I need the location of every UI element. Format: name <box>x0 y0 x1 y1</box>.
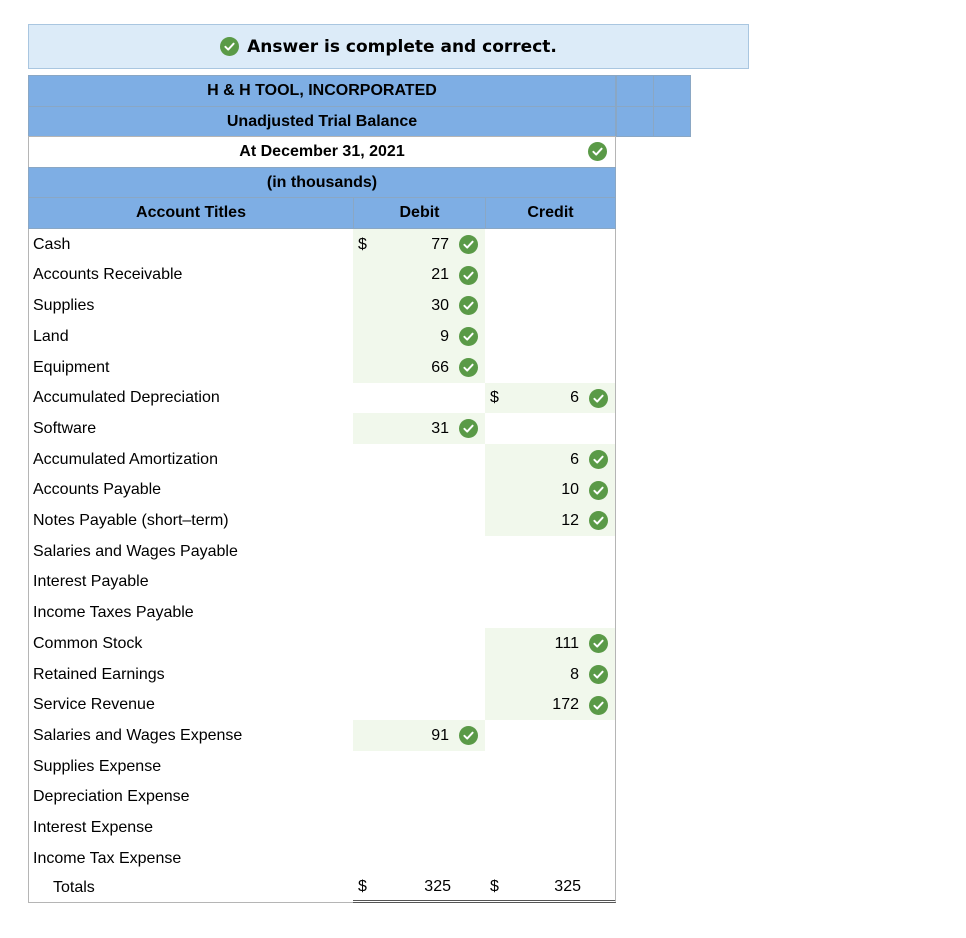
banner-text: Answer is complete and correct. <box>247 36 557 57</box>
credit-total[interactable] <box>485 874 616 903</box>
amount-value: 6 <box>570 389 579 406</box>
account-title: Accounts Payable <box>28 475 354 506</box>
amount-value: 172 <box>552 696 579 713</box>
debit-input[interactable] <box>353 413 486 445</box>
debit-input[interactable] <box>353 229 486 261</box>
credit-input[interactable] <box>485 536 616 568</box>
account-title: Supplies Expense <box>28 751 354 783</box>
totals-label: Totals <box>28 874 354 903</box>
amount-value: 31 <box>431 419 449 437</box>
amount-value: 91 <box>431 726 449 744</box>
statement-title: Unadjusted Trial Balance <box>28 106 616 137</box>
amount-value: 9 <box>440 327 449 345</box>
account-title: Cash <box>28 229 354 261</box>
account-title: Accumulated Amortization <box>28 444 354 476</box>
credit-input[interactable] <box>485 628 616 660</box>
debit-input[interactable] <box>353 751 486 783</box>
amount-value: 66 <box>431 358 449 376</box>
account-title: Service Revenue <box>28 690 354 721</box>
credit-input[interactable] <box>485 352 616 384</box>
credit-input[interactable] <box>485 782 616 813</box>
credit-input[interactable] <box>485 475 616 506</box>
account-title: Equipment <box>28 352 354 384</box>
debit-input[interactable] <box>353 444 486 476</box>
debit-input[interactable] <box>353 659 486 691</box>
check-circle-icon <box>459 235 478 254</box>
account-title: Interest Payable <box>28 567 354 598</box>
side-cell <box>616 75 654 107</box>
company-name: H & H TOOL, INCORPORATED <box>28 75 616 107</box>
account-title: Common Stock <box>28 628 354 660</box>
amount-value: 30 <box>431 296 449 314</box>
credit-input[interactable] <box>485 567 616 598</box>
dollar-sign: $ <box>358 878 367 895</box>
debit-total[interactable] <box>353 874 486 903</box>
col-credit: Credit <box>485 197 616 229</box>
account-title: Notes Payable (short–term) <box>28 505 354 537</box>
amount-value: 325 <box>554 878 581 895</box>
credit-input[interactable] <box>485 321 616 353</box>
debit-input[interactable] <box>353 260 486 291</box>
credit-input[interactable] <box>485 383 616 414</box>
check-circle-icon <box>589 696 608 715</box>
check-circle-icon <box>589 511 608 530</box>
statement-date-text: At December 31, 2021 <box>239 143 405 160</box>
credit-input[interactable] <box>485 597 616 629</box>
account-title: Retained Earnings <box>28 659 354 691</box>
check-circle-icon <box>459 358 478 377</box>
debit-input[interactable] <box>353 597 486 629</box>
amount-value: 12 <box>561 511 579 529</box>
credit-input[interactable] <box>485 413 616 445</box>
amount-value: 8 <box>570 665 579 683</box>
debit-input[interactable] <box>353 690 486 721</box>
col-account-titles: Account Titles <box>28 197 354 229</box>
account-title: Interest Expense <box>28 812 354 844</box>
side-cell <box>653 106 691 137</box>
credit-input[interactable] <box>485 505 616 537</box>
debit-input[interactable] <box>353 383 486 414</box>
check-circle-icon <box>589 389 608 408</box>
amount-value: 111 <box>554 634 579 652</box>
statement-date <box>28 136 616 168</box>
credit-input[interactable] <box>485 843 616 875</box>
col-debit: Debit <box>353 197 486 229</box>
debit-input[interactable] <box>353 321 486 353</box>
account-title: Depreciation Expense <box>28 782 354 813</box>
check-circle-icon <box>588 142 607 161</box>
account-title: Income Taxes Payable <box>28 597 354 629</box>
credit-input[interactable] <box>485 260 616 291</box>
account-title: Income Tax Expense <box>28 843 354 875</box>
debit-input[interactable] <box>353 505 486 537</box>
account-title: Supplies <box>28 290 354 322</box>
result-banner <box>28 24 749 69</box>
check-circle-icon <box>589 450 608 469</box>
amount-value: 77 <box>431 235 449 253</box>
debit-input[interactable] <box>353 536 486 568</box>
amount-value: 21 <box>431 266 449 283</box>
account-title: Software <box>28 413 354 445</box>
debit-input[interactable] <box>353 628 486 660</box>
check-circle-icon <box>459 419 478 438</box>
debit-input[interactable] <box>353 720 486 752</box>
dollar-sign: $ <box>358 235 367 253</box>
check-circle-icon <box>459 327 478 346</box>
check-circle-icon <box>589 634 608 653</box>
side-cell <box>616 106 654 137</box>
debit-input[interactable] <box>353 782 486 813</box>
amount-value: 6 <box>570 450 579 468</box>
credit-input[interactable] <box>485 690 616 721</box>
account-title: Salaries and Wages Expense <box>28 720 354 752</box>
credit-input[interactable] <box>485 290 616 322</box>
units-label: (in thousands) <box>28 167 616 198</box>
dollar-sign: $ <box>490 389 499 406</box>
credit-input[interactable] <box>485 444 616 476</box>
account-title: Accounts Receivable <box>28 260 354 291</box>
check-circle-icon <box>589 481 608 500</box>
dollar-sign: $ <box>490 878 499 895</box>
check-circle-icon <box>220 37 239 56</box>
check-circle-icon <box>459 266 478 285</box>
account-title: Accumulated Depreciation <box>28 383 354 414</box>
credit-input[interactable] <box>485 751 616 783</box>
debit-input[interactable] <box>353 567 486 598</box>
credit-input[interactable] <box>485 229 616 261</box>
debit-input[interactable] <box>353 290 486 322</box>
amount-value: 325 <box>424 878 451 895</box>
debit-input[interactable] <box>353 812 486 844</box>
account-title: Salaries and Wages Payable <box>28 536 354 568</box>
credit-input[interactable] <box>485 659 616 691</box>
credit-input[interactable] <box>485 720 616 752</box>
debit-input[interactable] <box>353 843 486 875</box>
check-circle-icon <box>589 665 608 684</box>
debit-input[interactable] <box>353 475 486 506</box>
credit-input[interactable] <box>485 812 616 844</box>
amount-value: 10 <box>561 481 579 498</box>
side-cell <box>653 75 691 107</box>
debit-input[interactable] <box>353 352 486 384</box>
account-title: Land <box>28 321 354 353</box>
check-circle-icon <box>459 296 478 315</box>
check-circle-icon <box>459 726 478 745</box>
